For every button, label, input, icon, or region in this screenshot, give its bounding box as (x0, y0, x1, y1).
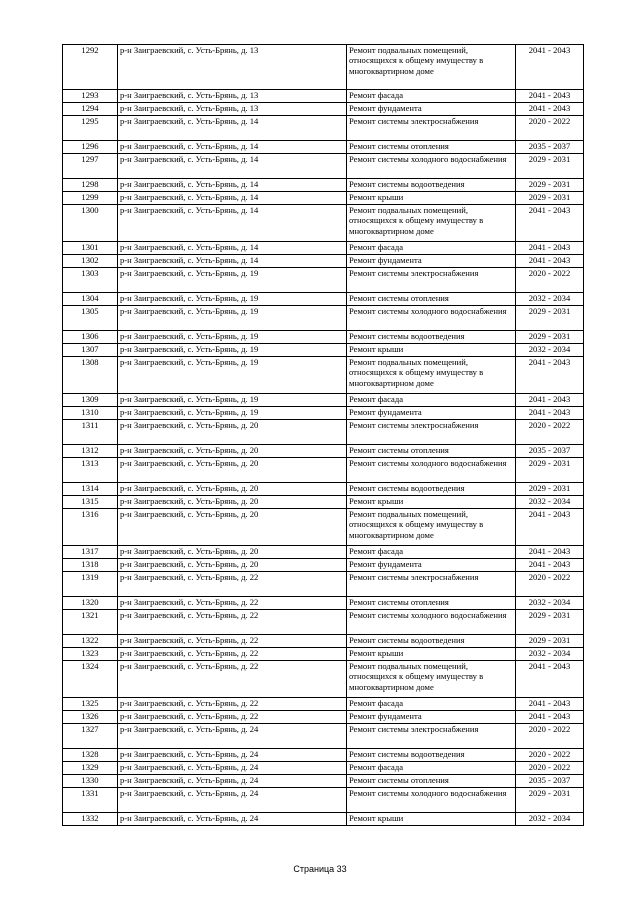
row-number-cell: 1311 (63, 420, 118, 445)
row-number-cell: 1318 (63, 559, 118, 572)
period-cell: 2032 - 2034 (516, 597, 584, 610)
row-number-cell: 1309 (63, 394, 118, 407)
row-number-cell: 1310 (63, 407, 118, 420)
table-row (63, 648, 584, 661)
row-number-cell: 1320 (63, 597, 118, 610)
work-type-cell: Ремонт системы отопления (347, 293, 516, 306)
address-cell: р-н Заиграевский, с. Усть-Брянь, д. 19 (118, 293, 347, 306)
work-type-cell: Ремонт системы электроснабжения (347, 572, 516, 597)
table-row (63, 597, 584, 610)
period-cell: 2029 - 2031 (516, 179, 584, 192)
work-type-cell: Ремонт подвальных помещений, относящихся к общему имуществу в многоквартирном доме (347, 357, 516, 394)
address-cell: р-н Заиграевский, с. Усть-Брянь, д. 19 (118, 344, 347, 357)
address-cell: р-н Заиграевский, с. Усть-Брянь, д. 14 (118, 255, 347, 268)
row-number-cell: 1316 (63, 509, 118, 546)
work-type-cell: Ремонт фундамента (347, 103, 516, 116)
address-cell: р-н Заиграевский, с. Усть-Брянь, д. 22 (118, 572, 347, 597)
work-type-cell: Ремонт фасада (347, 90, 516, 103)
row-number-cell: 1300 (63, 205, 118, 242)
row-number-cell: 1319 (63, 572, 118, 597)
work-type-cell: Ремонт крыши (347, 648, 516, 661)
period-cell: 2020 - 2022 (516, 724, 584, 749)
table-row (63, 306, 584, 331)
work-type-cell: Ремонт фасада (347, 546, 516, 559)
period-cell: 2035 - 2037 (516, 775, 584, 788)
row-number-cell: 1313 (63, 458, 118, 483)
table-row (63, 749, 584, 762)
table-row (63, 445, 584, 458)
work-type-cell: Ремонт фасада (347, 394, 516, 407)
table-row (63, 559, 584, 572)
address-cell: р-н Заиграевский, с. Усть-Брянь, д. 22 (118, 711, 347, 724)
address-cell: р-н Заиграевский, с. Усть-Брянь, д. 19 (118, 331, 347, 344)
address-cell: р-н Заиграевский, с. Усть-Брянь, д. 13 (118, 45, 347, 90)
row-number-cell: 1330 (63, 775, 118, 788)
table-row (63, 242, 584, 255)
table-row (63, 762, 584, 775)
row-number-cell: 1296 (63, 141, 118, 154)
row-number-cell: 1304 (63, 293, 118, 306)
row-number-cell: 1315 (63, 496, 118, 509)
row-number-cell: 1295 (63, 116, 118, 141)
period-cell: 2029 - 2031 (516, 331, 584, 344)
row-number-cell: 1325 (63, 698, 118, 711)
period-cell: 2020 - 2022 (516, 116, 584, 141)
address-cell: р-н Заиграевский, с. Усть-Брянь, д. 19 (118, 268, 347, 293)
row-number-cell: 1297 (63, 154, 118, 179)
period-cell: 2041 - 2043 (516, 698, 584, 711)
period-cell: 2041 - 2043 (516, 103, 584, 116)
address-cell: р-н Заиграевский, с. Усть-Брянь, д. 14 (118, 242, 347, 255)
table-row (63, 407, 584, 420)
table-row (63, 344, 584, 357)
period-cell: 2041 - 2043 (516, 255, 584, 268)
row-number-cell: 1329 (63, 762, 118, 775)
period-cell: 2035 - 2037 (516, 445, 584, 458)
table-row (63, 154, 584, 179)
period-cell: 2041 - 2043 (516, 559, 584, 572)
row-number-cell: 1294 (63, 103, 118, 116)
work-type-cell: Ремонт системы водоотведения (347, 635, 516, 648)
address-cell: р-н Заиграевский, с. Усть-Брянь, д. 14 (118, 154, 347, 179)
table-row (63, 90, 584, 103)
row-number-cell: 1307 (63, 344, 118, 357)
work-type-cell: Ремонт фасада (347, 242, 516, 255)
table-row (63, 116, 584, 141)
address-cell: р-н Заиграевский, с. Усть-Брянь, д. 14 (118, 205, 347, 242)
address-cell: р-н Заиграевский, с. Усть-Брянь, д. 24 (118, 788, 347, 813)
work-type-cell: Ремонт системы водоотведения (347, 179, 516, 192)
address-cell: р-н Заиграевский, с. Усть-Брянь, д. 20 (118, 559, 347, 572)
work-type-cell: Ремонт системы водоотведения (347, 749, 516, 762)
period-cell: 2041 - 2043 (516, 711, 584, 724)
period-cell: 2032 - 2034 (516, 648, 584, 661)
address-cell: р-н Заиграевский, с. Усть-Брянь, д. 19 (118, 306, 347, 331)
work-type-cell: Ремонт подвальных помещений, относящихся к общему имуществу в многоквартирном доме (347, 205, 516, 242)
row-number-cell: 1327 (63, 724, 118, 749)
table-row (63, 483, 584, 496)
row-number-cell: 1321 (63, 610, 118, 635)
address-cell: р-н Заиграевский, с. Усть-Брянь, д. 20 (118, 420, 347, 445)
work-type-cell: Ремонт системы холодного водоснабжения (347, 458, 516, 483)
period-cell: 2029 - 2031 (516, 458, 584, 483)
work-type-cell: Ремонт системы отопления (347, 597, 516, 610)
period-cell: 2041 - 2043 (516, 357, 584, 394)
period-cell: 2041 - 2043 (516, 394, 584, 407)
table-row (63, 458, 584, 483)
period-cell: 2029 - 2031 (516, 635, 584, 648)
work-type-cell: Ремонт системы холодного водоснабжения (347, 154, 516, 179)
row-number-cell: 1305 (63, 306, 118, 331)
work-type-cell: Ремонт системы водоотведения (347, 331, 516, 344)
table-row (63, 572, 584, 597)
page-number: Страница 33 (293, 864, 347, 874)
period-cell: 2035 - 2037 (516, 141, 584, 154)
table-row (63, 268, 584, 293)
period-cell: 2032 - 2034 (516, 813, 584, 826)
table-body (63, 45, 584, 826)
period-cell: 2029 - 2031 (516, 154, 584, 179)
row-number-cell: 1328 (63, 749, 118, 762)
period-cell: 2041 - 2043 (516, 661, 584, 698)
work-type-cell: Ремонт крыши (347, 192, 516, 205)
row-number-cell: 1308 (63, 357, 118, 394)
row-number-cell: 1317 (63, 546, 118, 559)
table-row (63, 509, 584, 546)
table-row (63, 45, 584, 90)
work-type-cell: Ремонт крыши (347, 496, 516, 509)
row-number-cell: 1292 (63, 45, 118, 90)
work-type-cell: Ремонт крыши (347, 344, 516, 357)
address-cell: р-н Заиграевский, с. Усть-Брянь, д. 22 (118, 661, 347, 698)
address-cell: р-н Заиграевский, с. Усть-Брянь, д. 19 (118, 407, 347, 420)
period-cell: 2041 - 2043 (516, 90, 584, 103)
address-cell: р-н Заиграевский, с. Усть-Брянь, д. 20 (118, 496, 347, 509)
row-number-cell: 1332 (63, 813, 118, 826)
address-cell: р-н Заиграевский, с. Усть-Брянь, д. 20 (118, 445, 347, 458)
table-row (63, 813, 584, 826)
work-type-cell: Ремонт системы отопления (347, 445, 516, 458)
table-row (63, 698, 584, 711)
work-type-cell: Ремонт фасада (347, 698, 516, 711)
address-cell: р-н Заиграевский, с. Усть-Брянь, д. 13 (118, 90, 347, 103)
address-cell: р-н Заиграевский, с. Усть-Брянь, д. 24 (118, 775, 347, 788)
table-row (63, 205, 584, 242)
table-row (63, 141, 584, 154)
address-cell: р-н Заиграевский, с. Усть-Брянь, д. 24 (118, 724, 347, 749)
work-type-cell: Ремонт фундамента (347, 255, 516, 268)
address-cell: р-н Заиграевский, с. Усть-Брянь, д. 22 (118, 610, 347, 635)
work-type-cell: Ремонт системы холодного водоснабжения (347, 306, 516, 331)
address-cell: р-н Заиграевский, с. Усть-Брянь, д. 24 (118, 762, 347, 775)
work-type-cell: Ремонт системы электроснабжения (347, 724, 516, 749)
work-type-cell: Ремонт фундамента (347, 407, 516, 420)
period-cell: 2041 - 2043 (516, 509, 584, 546)
period-cell: 2032 - 2034 (516, 293, 584, 306)
table-row (63, 546, 584, 559)
table-row (63, 661, 584, 698)
row-number-cell: 1303 (63, 268, 118, 293)
period-cell: 2041 - 2043 (516, 45, 584, 90)
address-cell: р-н Заиграевский, с. Усть-Брянь, д. 22 (118, 698, 347, 711)
period-cell: 2032 - 2034 (516, 496, 584, 509)
work-type-cell: Ремонт фундамента (347, 711, 516, 724)
address-cell: р-н Заиграевский, с. Усть-Брянь, д. 13 (118, 103, 347, 116)
work-type-cell: Ремонт подвальных помещений, относящихся к общему имуществу в многоквартирном доме (347, 45, 516, 90)
period-cell: 2020 - 2022 (516, 749, 584, 762)
address-cell: р-н Заиграевский, с. Усть-Брянь, д. 22 (118, 648, 347, 661)
table-row (63, 192, 584, 205)
row-number-cell: 1323 (63, 648, 118, 661)
address-cell: р-н Заиграевский, с. Усть-Брянь, д. 24 (118, 813, 347, 826)
table-row (63, 610, 584, 635)
table-row (63, 724, 584, 749)
period-cell: 2029 - 2031 (516, 306, 584, 331)
period-cell: 2041 - 2043 (516, 546, 584, 559)
work-type-cell: Ремонт крыши (347, 813, 516, 826)
period-cell: 2029 - 2031 (516, 610, 584, 635)
table-row (63, 394, 584, 407)
row-number-cell: 1314 (63, 483, 118, 496)
work-type-cell: Ремонт системы холодного водоснабжения (347, 788, 516, 813)
address-cell: р-н Заиграевский, с. Усть-Брянь, д. 22 (118, 635, 347, 648)
address-cell: р-н Заиграевский, с. Усть-Брянь, д. 20 (118, 458, 347, 483)
work-type-cell: Ремонт подвальных помещений, относящихся к общему имуществу в многоквартирном доме (347, 509, 516, 546)
row-number-cell: 1322 (63, 635, 118, 648)
row-number-cell: 1302 (63, 255, 118, 268)
work-type-cell: Ремонт системы водоотведения (347, 483, 516, 496)
work-type-cell: Ремонт системы холодного водоснабжения (347, 610, 516, 635)
work-type-cell: Ремонт системы отопления (347, 141, 516, 154)
period-cell: 2041 - 2043 (516, 242, 584, 255)
row-number-cell: 1326 (63, 711, 118, 724)
address-cell: р-н Заиграевский, с. Усть-Брянь, д. 14 (118, 141, 347, 154)
address-cell: р-н Заиграевский, с. Усть-Брянь, д. 14 (118, 116, 347, 141)
row-number-cell: 1312 (63, 445, 118, 458)
row-number-cell: 1324 (63, 661, 118, 698)
row-number-cell: 1301 (63, 242, 118, 255)
work-type-cell: Ремонт системы электроснабжения (347, 116, 516, 141)
period-cell: 2020 - 2022 (516, 420, 584, 445)
work-type-cell: Ремонт системы электроснабжения (347, 420, 516, 445)
address-cell: р-н Заиграевский, с. Усть-Брянь, д. 22 (118, 597, 347, 610)
address-cell: р-н Заиграевский, с. Усть-Брянь, д. 20 (118, 509, 347, 546)
address-cell: р-н Заиграевский, с. Усть-Брянь, д. 14 (118, 179, 347, 192)
table-row (63, 103, 584, 116)
address-cell: р-н Заиграевский, с. Усть-Брянь, д. 20 (118, 483, 347, 496)
period-cell: 2041 - 2043 (516, 407, 584, 420)
period-cell: 2029 - 2031 (516, 483, 584, 496)
table-row (63, 775, 584, 788)
repair-schedule-table (62, 44, 584, 826)
row-number-cell: 1298 (63, 179, 118, 192)
table-row (63, 711, 584, 724)
work-type-cell: Ремонт подвальных помещений, относящихся к общему имуществу в многоквартирном доме (347, 661, 516, 698)
period-cell: 2029 - 2031 (516, 788, 584, 813)
address-cell: р-н Заиграевский, с. Усть-Брянь, д. 14 (118, 192, 347, 205)
period-cell: 2020 - 2022 (516, 762, 584, 775)
address-cell: р-н Заиграевский, с. Усть-Брянь, д. 20 (118, 546, 347, 559)
work-type-cell: Ремонт фасада (347, 762, 516, 775)
work-type-cell: Ремонт системы отопления (347, 775, 516, 788)
period-cell: 2029 - 2031 (516, 192, 584, 205)
table-row (63, 293, 584, 306)
row-number-cell: 1306 (63, 331, 118, 344)
work-type-cell: Ремонт фундамента (347, 559, 516, 572)
period-cell: 2020 - 2022 (516, 268, 584, 293)
address-cell: р-н Заиграевский, с. Усть-Брянь, д. 19 (118, 357, 347, 394)
period-cell: 2020 - 2022 (516, 572, 584, 597)
table-row (63, 179, 584, 192)
period-cell: 2041 - 2043 (516, 205, 584, 242)
table-row (63, 420, 584, 445)
table-row (63, 788, 584, 813)
table-row (63, 635, 584, 648)
period-cell: 2032 - 2034 (516, 344, 584, 357)
table-row (63, 357, 584, 394)
table-row (63, 331, 584, 344)
table-row (63, 255, 584, 268)
address-cell: р-н Заиграевский, с. Усть-Брянь, д. 19 (118, 394, 347, 407)
row-number-cell: 1293 (63, 90, 118, 103)
row-number-cell: 1299 (63, 192, 118, 205)
row-number-cell: 1331 (63, 788, 118, 813)
table-row (63, 496, 584, 509)
work-type-cell: Ремонт системы электроснабжения (347, 268, 516, 293)
address-cell: р-н Заиграевский, с. Усть-Брянь, д. 24 (118, 749, 347, 762)
